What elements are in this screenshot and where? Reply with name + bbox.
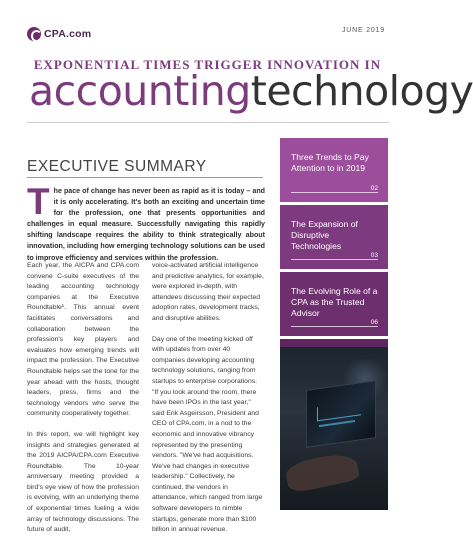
body-paragraph: In this report, we will highlight key insights and strategies generated at the 2019 AICPA/CPA.com Executive Roundtable. The 10-year anniversary meeting provided a bird's eye view of how the profession is evolving, with an underlying theme of exponential times fueling a wide array of technology discussions. The future of audit, <box>27 430 139 534</box>
contents-card-page: 02 <box>370 185 378 192</box>
contents-card[interactable] <box>280 138 388 202</box>
contents-card[interactable] <box>280 272 388 336</box>
contents-card-title: The Evolving Role of a CPA as the Trusted Advisor <box>291 286 378 318</box>
laptop-photo <box>280 347 388 510</box>
contents-card-page: 03 <box>370 252 378 259</box>
section-divider <box>27 177 263 178</box>
hand-silhouette <box>284 450 361 494</box>
screen-chart-graphic <box>317 401 361 421</box>
section-title: EXECUTIVE SUMMARY <box>27 158 207 175</box>
intro-text: he pace of change has never been as rapid as it is today – and it is only accelerating. It's both an exciting and uncertain time for the profession, one that presents opportunities and challenges in equal measure. Successfully navigating this rapidly shifting landscape requires the ability to think strategically about innovation, including how emerging technology solutions can be used to improve efficiency and services within the profession. <box>27 187 265 262</box>
drop-cap: T <box>27 181 50 222</box>
body-column-left <box>27 261 139 546</box>
body-column-right <box>152 261 264 546</box>
report-title <box>29 68 473 114</box>
cpa-logo[interactable] <box>27 27 91 41</box>
body-paragraph: Day one of the meeting kicked off with updates from over 40 companies developing accounting technology solutions, ranging from startups to enterprise corporations. "If you look around the room, there have been IPOs in the last year," said Erik Asgeirsson, President and CEO of CPA.com, in a nod to the economic and innovative vibrancy represented by the presenting vendors. "We've had acquisitions. We've had changes in executive leadership." Collectively, he continued, the vendors in attendance, which ranged from large software developers to nimble startups, generate more than $100 billion in annual revenue. <box>152 335 263 534</box>
contents-card-page: 06 <box>370 319 378 326</box>
logo-text: CPA.com <box>44 28 92 40</box>
body-paragraph: voice-activated artificial intelligence and predictive analytics, for example, were explored in-depth, with attendees discussing their expected adoption rates, development tracks, and disruptive abilities. <box>152 262 264 322</box>
report-header <box>0 0 473 120</box>
title-part-technology: technology <box>250 67 473 115</box>
contents-card-divider <box>291 192 378 193</box>
screen-line-graphic <box>319 420 355 427</box>
contents-card-title: Three Trends to Pay Attention to in 2019 <box>291 152 369 173</box>
report-tagline: EXPONENTIAL TIMES TRIGGER INNOVATION IN <box>33 57 382 72</box>
body-paragraph: Each year, the AICPA and CPA.com convene C-suite executives of the leading accounting technology companies at the Executive Roundtable¹. This annual event facilitates conversations and collaboration between the profession's key players and evaluates how emerging trends will impact the profession. The Executive Roundtable helps set the tone for the year ahead with the hosts, thought leaders, press, firms and the technology vendors who serve the community cooperatively together. <box>27 262 139 418</box>
contents-card-divider <box>291 259 378 260</box>
title-part-accounting: accounting <box>29 67 251 115</box>
contents-card-divider <box>291 326 378 327</box>
cpa-logo-icon <box>27 27 41 41</box>
issue-date: JUNE 2019 <box>342 27 385 34</box>
contents-card-title: The Expansion of Disruptive Technologies <box>291 219 358 251</box>
header-divider <box>27 122 389 123</box>
laptop-screen <box>306 380 376 448</box>
intro-paragraph <box>27 181 265 264</box>
contents-card[interactable] <box>280 205 388 269</box>
